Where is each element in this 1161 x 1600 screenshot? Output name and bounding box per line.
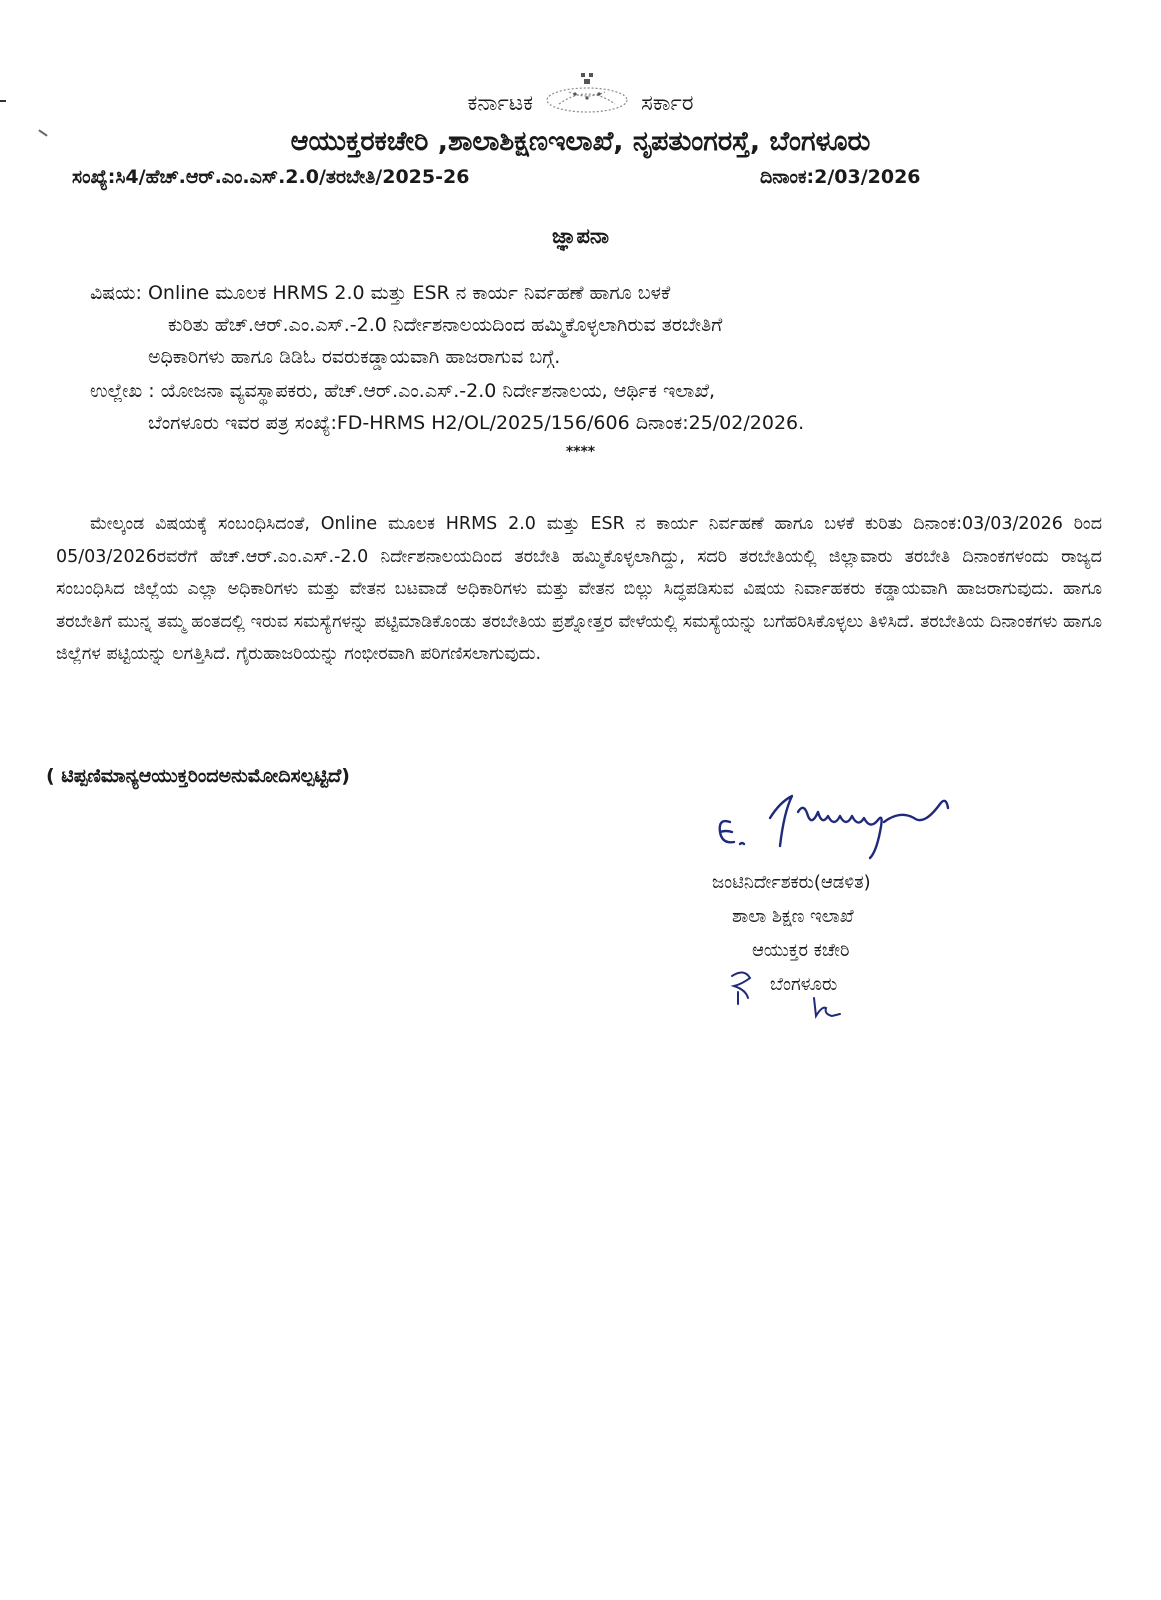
notice-title: ಜ್ಞಾಪನಾ <box>552 224 609 248</box>
signatory-office: ಆಯುಕ್ತರ ಕಚೇರಿ <box>752 940 850 961</box>
subject-line-3: ಅಧಿಕಾರಿಗಳು ಹಾಗೂ ಡಿಡಿಓ ರವರುಕಡ್ಡಾಯವಾಗಿ ಹಾಜರಾಗುವ ಬಗ್ಗೆ. <box>148 346 561 368</box>
reference-number: ಸಂಖ್ಯೆ:ಸಿ4/ಹೆಚ್.ಆರ್.ಎಂ.ಎಸ್.2.0/ತರಬೇತಿ/2025-26 <box>72 166 470 188</box>
reference-line-2: ಬೆಂಗಳೂರು ಇವರ ಪತ್ರ ಸಂಖ್ಯೆ:FD-HRMS H2/OL/2025/156/606 ದಿನಾಂಕ:25/02/2026. <box>148 412 805 434</box>
signatory-department: ಶಾಲಾ ಶಿಕ್ಷಣ ಇಲಾಖೆ <box>732 906 854 927</box>
signatory-designation: ಜಂಟಿನಿರ್ದೇಶಕರು(ಆಡಳಿತ) <box>712 872 871 893</box>
office-name: ಆಯುಕ್ತರಕಚೇರಿ ,ಶಾಲಾಶಿಕ್ಷಣಇಲಾಖೆ, ನೃಪತುಂಗರಸ್ತೆ, ಬೆಂಗಳೂರು <box>290 126 871 157</box>
reference-line-1: ಉಲ್ಲೇಖ : ಯೋಜನಾ ವ್ಯವಸ್ಥಾಪಕರು, ಹೆಚ್.ಆರ್.ಎಂ.ಎಸ್.-2.0 ನಿರ್ದೇಶನಾಲಯ, ಆರ್ಥಿಕ ಇಲಾಖೆ, <box>90 380 715 402</box>
government-header <box>0 88 1161 118</box>
notice-body: ಮೇಲ್ಕಂಡ ವಿಷಯಕ್ಕೆ ಸಂಬಂಧಿಸಿದಂತೆ, Online ಮೂಲಕ HRMS 2.0 ಮತ್ತು ESR ನ ಕಾರ್ಯ ನಿರ್ವಹಣೆ ಹಾಗೂ ಬಳಕೆ ಕುರಿತು ದಿನಾಂಕ:03/03/2026 ರಿಂದ 05/03/2026ರವರೆಗೆ ಹೆಚ್.ಆರ್.ಎಂ.ಎಸ್.-2.0 ನಿರ್ದೇಶನಾಲಯದಿಂದ ತರಬೇತಿ ಹಮ್ಮಿಕೊಳ್ಳಲಾಗಿದ್ದು, ಸದರಿ ತರಬೇತಿಯಲ್ಲಿ ಜಿಲ್ಲಾವಾರು ತರಬೇತಿ ದಿನಾಂಕಗಳಂದು ರಾಜ್ಯದ ಸಂಬಂಧಿಸಿದ ಜಿಲ್ಲೆಯ ಎಲ್ಲಾ ಅಧಿಕಾರಿಗಳು ಮತ್ತು ವೇತನ ಬಟವಾಡೆ ಅಧಿಕಾರಿಗಳು ಮತ್ತು ವೇತನ ಬಿಲ್ಲು ಸಿದ್ಧಪಡಿಸುವ ವಿಷಯ ನಿರ್ವಾಹಕರು ಕಡ್ಡಾಯವಾಗಿ ಹಾಜರಾಗುವುದು. ಹಾಗೂ ತರಬೇತಿಗೆ ಮುನ್ನ ತಮ್ಮ ಹಂತದಲ್ಲಿ ಇರುವ ಸಮಸ್ಯೆಗಳನ್ನು ಪಟ್ಟಿಮಾಡಿಕೊಂಡು ತರಬೇತಿಯ ಪ್ರಶ್ನೋತ್ತರ ವೇಳೆಯಲ್ಲಿ ಸಮಸ್ಯೆಯನ್ನು ಬಗೆಹರಿಸಿಕೊಳ್ಳಲು ತಿಳಿಸಿದೆ. ತರಬೇತಿಯ ದಿನಾಂಕಗಳು ಹಾಗೂ ಜಿಲ್ಲೆಗಳ ಪಟ್ಟಿಯನ್ನು ಲಗತ್ತಿಸಿದೆ. ಗೈರುಹಾಜರಿಯನ್ನು ಗಂಭೀರವಾಗಿ ಪರಿಗಣಿಸಲಾಗುವುದು. <box>56 514 1102 664</box>
gov-name-right: ಸರ್ಕಾರ <box>641 90 694 116</box>
section-separator: **** <box>565 444 596 460</box>
signatory-city: ಬೆಂಗಳೂರು <box>770 974 838 995</box>
issue-date: ದಿನಾಂಕ:2/03/2026 <box>760 166 921 188</box>
handwritten-signature <box>700 782 960 874</box>
handwritten-initial-mark <box>724 966 764 1008</box>
subject-line-1: ವಿಷಯ: Online ಮೂಲಕ HRMS 2.0 ಮತ್ತು ESR ನ ಕಾರ್ಯ ನಿರ್ವಹಣೆ ಹಾಗೂ ಬಳಕೆ <box>90 282 671 304</box>
gov-name-left: ಕರ್ನಾಟಕ <box>467 90 534 116</box>
state-emblem-icon <box>539 70 635 118</box>
approval-note: ( ಟಿಪ್ಪಣಿಮಾನ್ಯಆಯುಕ್ತರಿಂದಅನುಮೋದಿಸಲ್ಪಟ್ಟಿದೆ) <box>46 765 350 787</box>
handwritten-initial-mark-2 <box>808 994 848 1022</box>
subject-line-2: ಕುರಿತು ಹೆಚ್.ಆರ್.ಎಂ.ಎಸ್.-2.0 ನಿರ್ದೇಶನಾಲಯದಿಂದ ಹಮ್ಮಿಕೊಳ್ಳಲಾಗಿರುವ ತರಬೇತಿಗೆ <box>168 314 723 336</box>
